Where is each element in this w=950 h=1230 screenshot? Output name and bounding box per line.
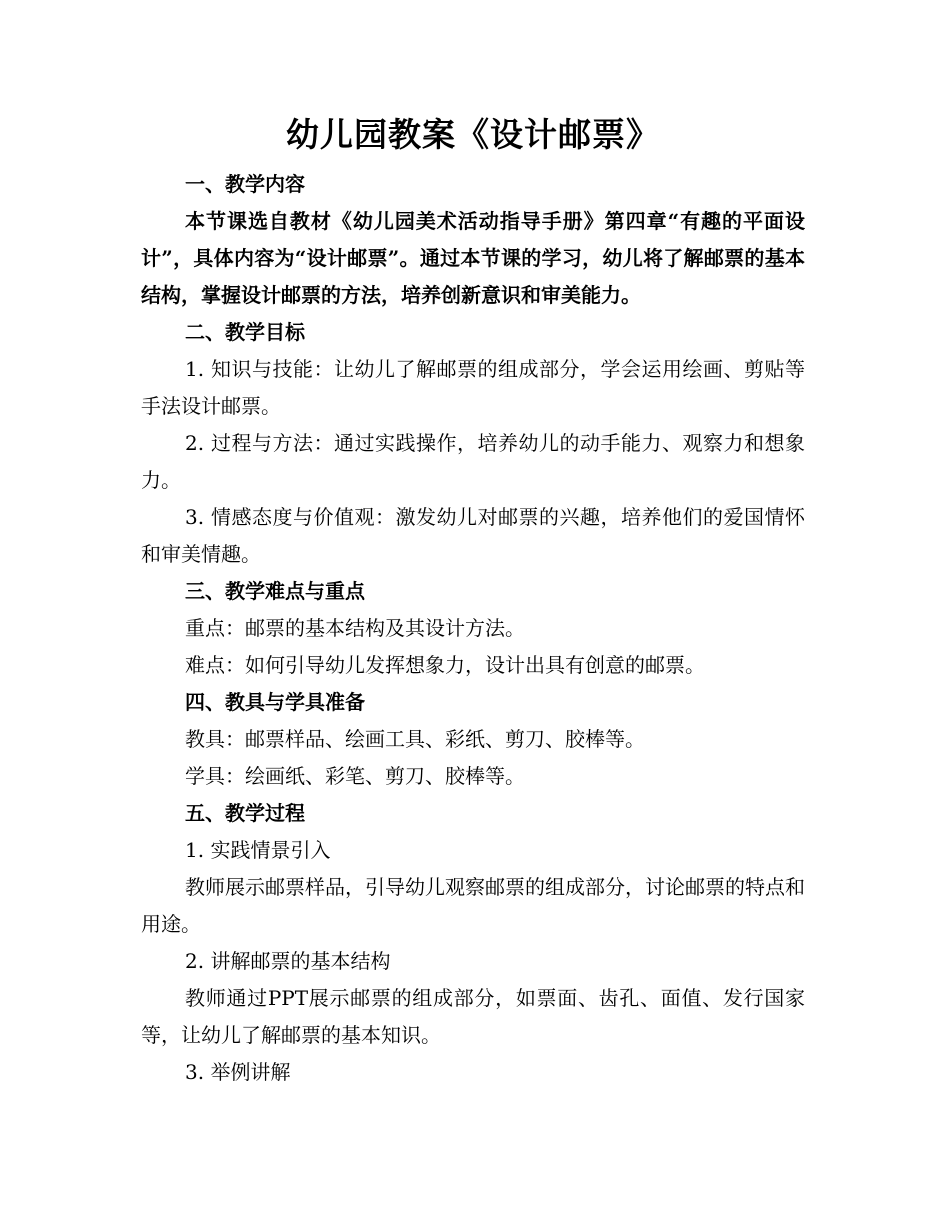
paragraph-teaching-content: 本节课选自教材《幼儿园美术活动指导手册》第四章“有趣的平面设计”，具体内容为“设计邮票”。通过本节课的学习，幼儿将了解邮票的基本结构，掌握设计邮票的方法，培养创新意识和审美能力。: [141, 209, 805, 307]
paragraph-learning-tools: 学具：绘画纸、彩笔、剪刀、胶棒等。: [185, 764, 525, 788]
paragraph-step-2-body: 教师通过PPT展示邮票的组成部分，如票面、齿孔、面值、发行国家等，让幼儿了解邮票的基本知识。: [141, 986, 805, 1047]
paragraph-goal-attitude: 3. 情感态度与价值观：激发幼儿对邮票的兴趣，培养他们的爱国情怀和审美情趣。: [141, 505, 805, 566]
document-page: [141, 108, 805, 1091]
section-heading-key-points: 三、教学难点与重点: [185, 579, 365, 603]
paragraph-key-point: 重点：邮票的基本结构及其设计方法。: [185, 616, 525, 640]
document-title: 幼儿园教案《设计邮票》: [286, 115, 660, 154]
paragraph-step-3-title: 3. 举例讲解: [185, 1060, 291, 1084]
paragraph-goal-knowledge: 1. 知识与技能：让幼儿了解邮票的组成部分，学会运用绘画、剪贴等手法设计邮票。: [141, 357, 805, 418]
section-heading-materials: 四、教具与学具准备: [185, 690, 365, 714]
paragraph-step-1-title: 1. 实践情景引入: [185, 838, 331, 862]
paragraph-step-2-title: 2. 讲解邮票的基本结构: [185, 949, 391, 973]
paragraph-teaching-aids: 教具：邮票样品、绘画工具、彩纸、剪刀、胶棒等。: [185, 727, 645, 751]
paragraph-goal-process: 2. 过程与方法：通过实践操作，培养幼儿的动手能力、观察力和想象力。: [141, 431, 805, 492]
paragraph-step-1-body: 教师展示邮票样品，引导幼儿观察邮票的组成部分，讨论邮票的特点和用途。: [141, 875, 805, 936]
section-heading-teaching-goals: 二、教学目标: [185, 320, 305, 344]
section-heading-teaching-process: 五、教学过程: [185, 801, 305, 825]
paragraph-difficulty: 难点：如何引导幼儿发挥想象力，设计出具有创意的邮票。: [185, 653, 705, 677]
section-heading-teaching-content: 一、教学内容: [185, 172, 305, 196]
